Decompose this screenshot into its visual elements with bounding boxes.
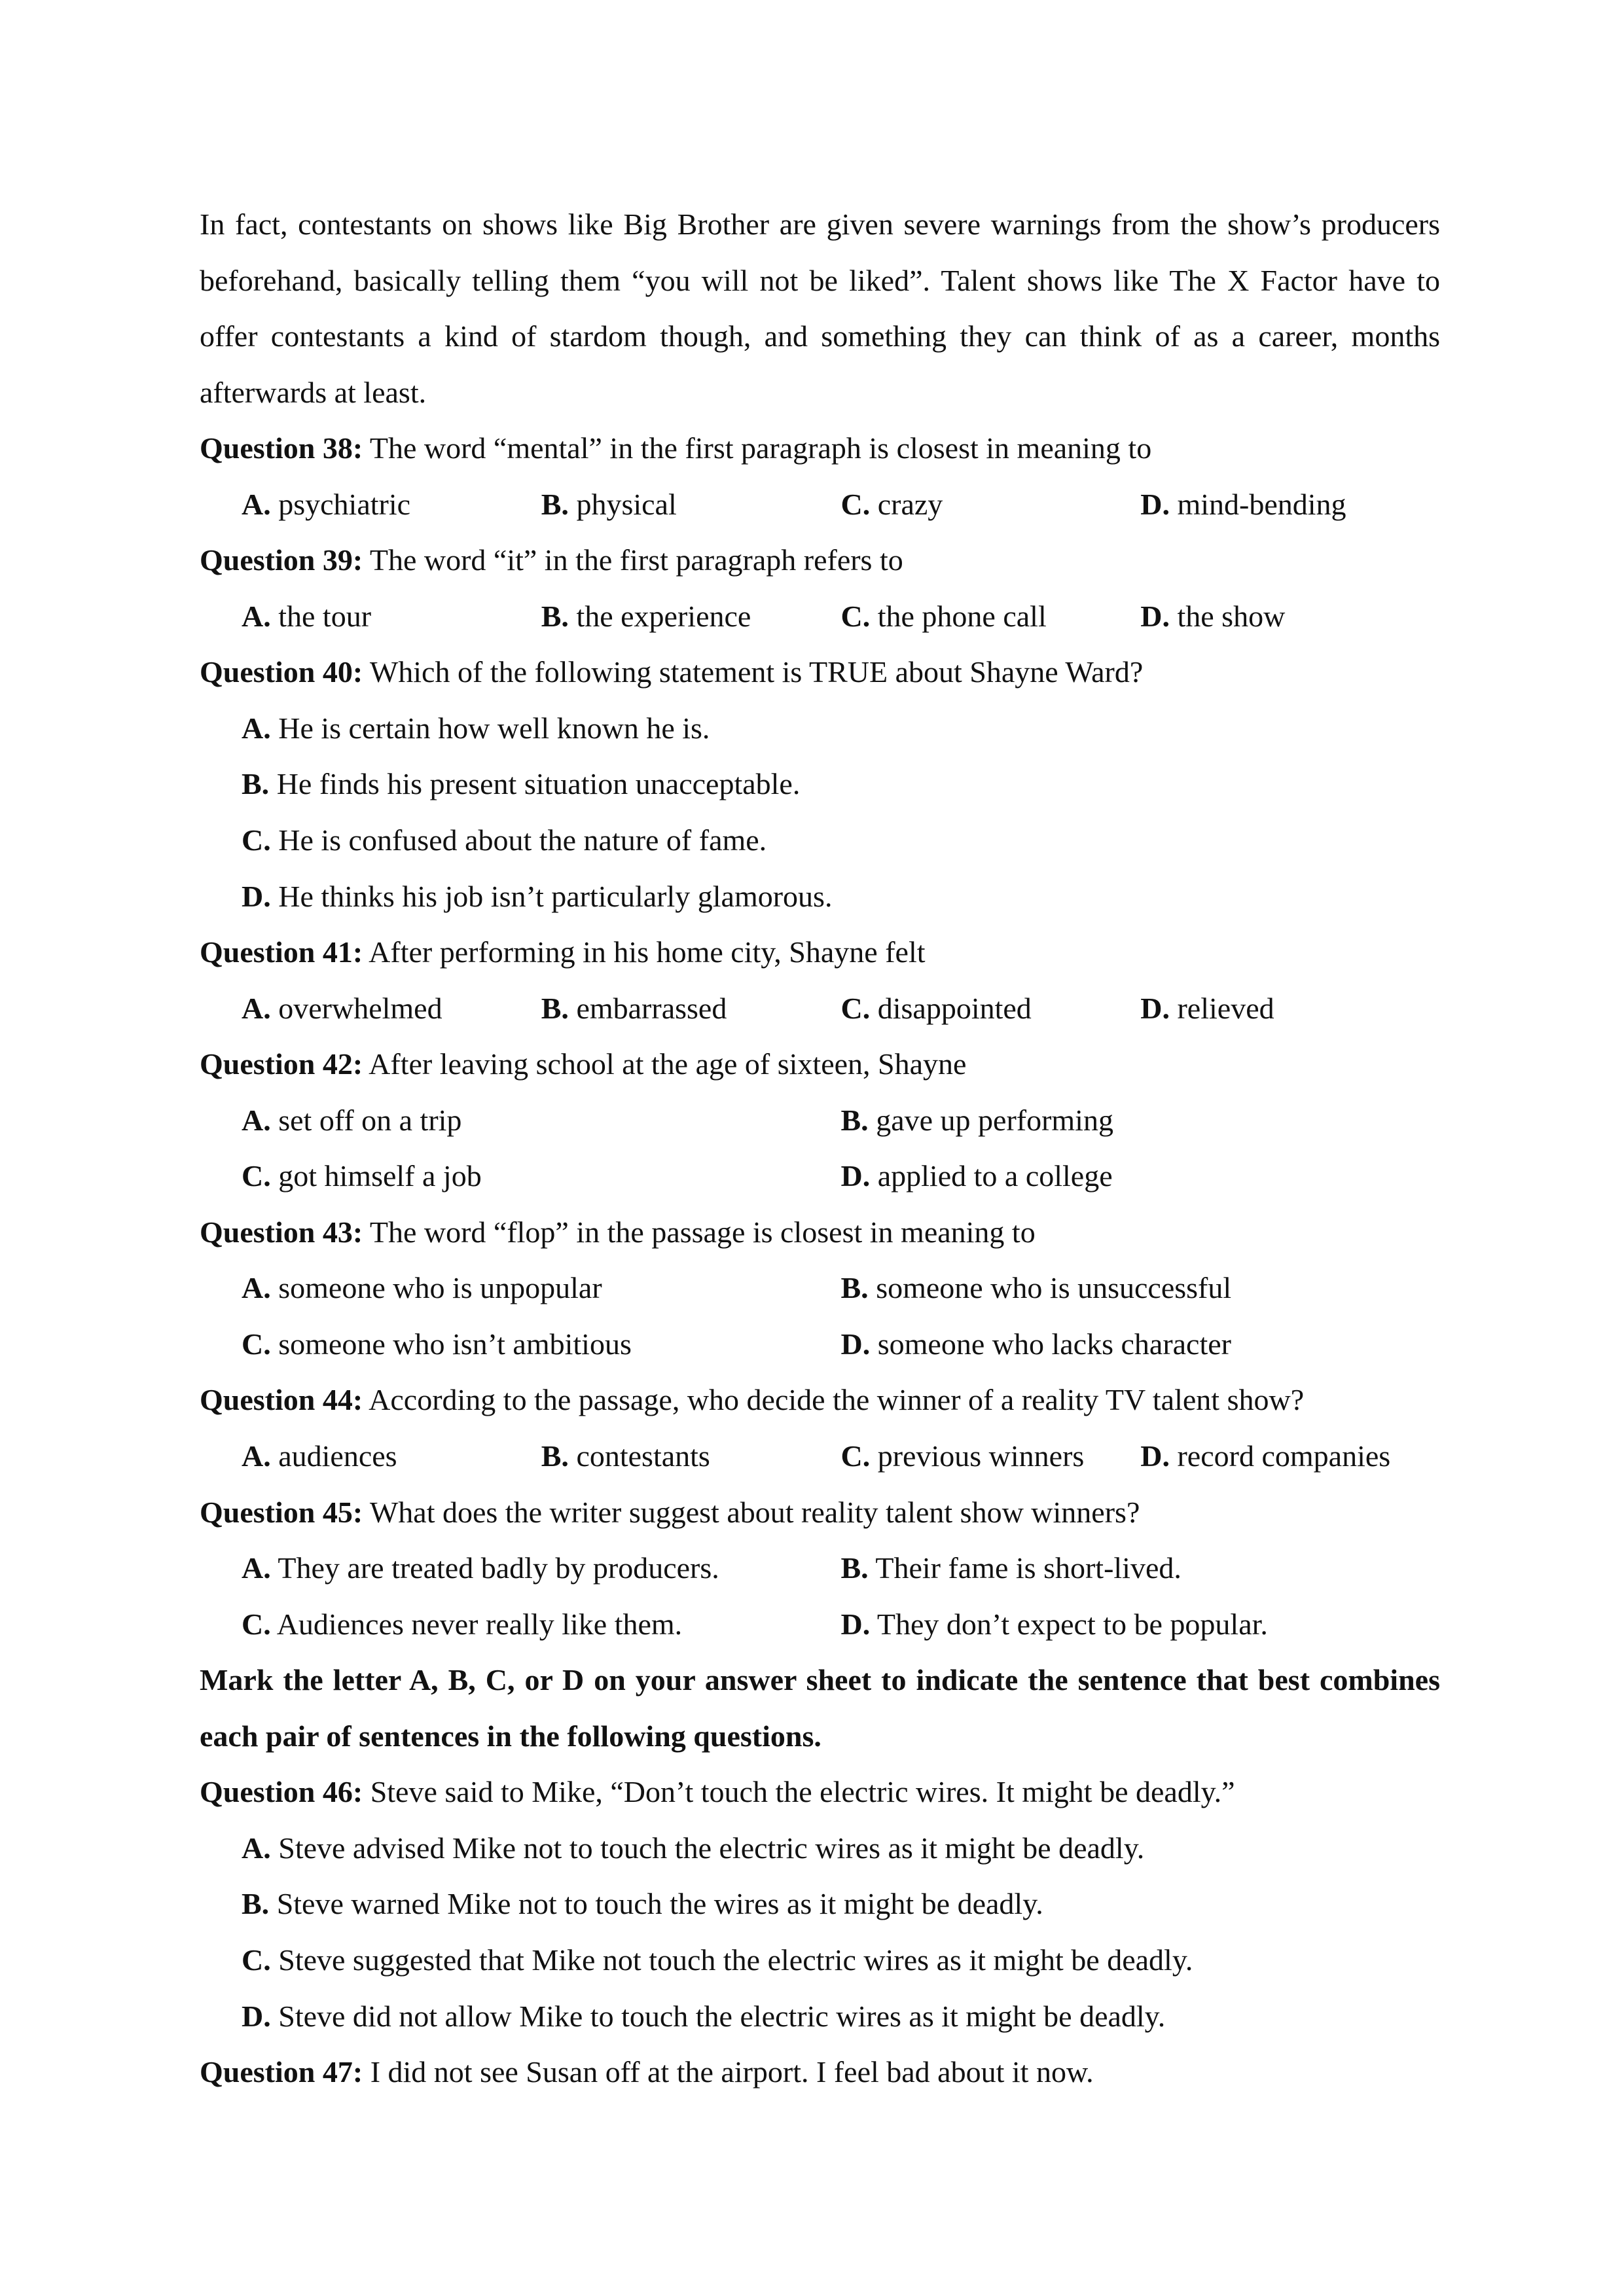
option [242,1820,1440,1876]
option-text: set off on a trip [270,1103,462,1137]
option [242,1876,1440,1932]
question-text: After leaving school at the age of sixteen, Shayne [363,1047,967,1081]
question-label: Question 39: [200,543,363,577]
option-text: gave up performing [868,1103,1113,1137]
question-label: Question 42: [200,1047,363,1081]
option-text: Steve suggested that Mike not touch the electric wires as it might be deadly. [270,1943,1193,1977]
option-letter: C. [242,1327,271,1361]
option-text: Their fame is short-lived. [868,1551,1182,1585]
option-letter: A. [242,1439,271,1473]
option-letter: A. [242,991,271,1025]
option-text: They don’t expect to be popular. [870,1607,1268,1641]
document-page [200,196,1440,2100]
option-text: Steve advised Mike not to touch the electric wires as it might be deadly. [270,1831,1145,1865]
option-text: someone who lacks character [870,1327,1231,1361]
option [242,812,1440,869]
option-text: disappointed [870,991,1032,1025]
option [242,1596,841,1653]
option-letter: A. [242,487,271,521]
option-letter: B. [840,1551,869,1585]
option-letter: C. [242,1943,271,1977]
options-group [200,1820,1440,2044]
option-text: audiences [270,1439,397,1473]
option-letter: D. [1140,599,1170,633]
option-text: He thinks his job isn’t particularly glamorous. [270,879,833,913]
question-text: The word “mental” in the first paragraph is closest in meaning to [363,431,1152,465]
intro-paragraph: In fact, contestants on shows like Big Brother are given severe warnings from the show’s producers beforehand, basically telling them “you will not be liked”. Talent shows like The X Factor have to offer contestants a kind of stardom though, and something they can think of as a career, months afterwards at least. [200,207,1440,409]
option-text: previous winners [870,1439,1085,1473]
option [841,588,1141,645]
question-text: Steve said to Mike, “Don’t touch the electric wires. It might be deadly.” [363,1775,1235,1809]
option-letter: B. [840,1103,869,1137]
question-block [200,1204,1440,1372]
option-text: psychiatric [270,487,411,521]
option-text: Steve warned Mike not to touch the wires as it might be deadly. [269,1887,1043,1921]
question-line [200,532,1440,588]
option [242,588,541,645]
option [541,588,841,645]
question-text: The word “flop” in the passage is closest in meaning to [363,1215,1036,1249]
option-text: someone who is unsuccessful [868,1271,1232,1305]
option-letter: D. [840,1159,871,1193]
option [1140,476,1440,533]
option-text: the show [1169,599,1286,633]
option-text: They are treated badly by producers. [270,1551,719,1585]
option-text: Audiences never really like them. [270,1607,683,1641]
option [242,1540,841,1596]
question-line [200,420,1440,476]
option [841,1540,1441,1596]
question-text: Which of the following statement is TRUE about Shayne Ward? [363,655,1144,689]
option-letter: A. [242,1271,271,1305]
option-text: the phone call [870,599,1047,633]
question-block [200,1372,1440,1484]
option [242,1932,1440,1988]
option-letter: D. [1140,487,1170,521]
option [841,1092,1441,1149]
option [541,1428,841,1484]
option [242,1260,841,1316]
option [1140,980,1440,1037]
option-letter: A. [242,1551,271,1585]
options-group [200,1540,1440,1652]
option-letter: D. [1140,991,1170,1025]
question-label: Question 47: [200,2055,363,2089]
question-text: I did not see Susan off at the airport. I feel bad about it now. [363,2055,1094,2089]
options-group [200,1428,1440,1484]
option [841,980,1141,1037]
option-letter: B. [242,767,270,801]
options-group [200,980,1440,1037]
option [242,1988,1440,2045]
question-text: According to the passage, who decide the winner of a reality TV talent show? [363,1383,1305,1417]
option [242,476,541,533]
option [242,1092,841,1149]
options-group [200,588,1440,645]
question-label: Question 45: [200,1495,363,1529]
question-line [200,1204,1440,1261]
option-text: overwhelmed [270,991,442,1025]
section-instruction: Mark the letter A, B, C, or D on your answer sheet to indicate the sentence that best combines each pair of sentences in the following questions. [200,1663,1440,1753]
option [541,476,841,533]
option-text: crazy [870,487,943,521]
option [841,1316,1441,1372]
question-block [200,1036,1440,1204]
option [242,1428,541,1484]
option-letter: B. [840,1271,869,1305]
option-letter: B. [541,487,569,521]
question-line [200,1372,1440,1428]
option-letter: C. [840,599,871,633]
option-letter: C. [242,1159,271,1193]
option-text: He is certain how well known he is. [270,711,710,745]
question-block [200,1764,1440,2044]
options-group [200,700,1440,924]
option [242,1316,841,1372]
option-text: someone who isn’t ambitious [270,1327,632,1361]
option-text: record companies [1169,1439,1391,1473]
question-list-1 [200,420,1440,1652]
question-block [200,2044,1440,2100]
option-text: He finds his present situation unacceptable. [269,767,801,801]
option-text: the experience [568,599,751,633]
question-block [200,420,1440,532]
question-list-2 [200,1764,1440,2100]
question-line [200,2044,1440,2100]
option-letter: D. [840,1607,871,1641]
option-text: contestants [568,1439,710,1473]
question-block [200,924,1440,1036]
option-letter: B. [541,991,569,1025]
options-group [200,476,1440,533]
question-line [200,1764,1440,1820]
question-block [200,644,1440,924]
option-letter: B. [242,1887,270,1921]
option [1140,1428,1440,1484]
options-group [200,1260,1440,1372]
question-line [200,1484,1440,1541]
option [242,1148,841,1204]
option-letter: A. [242,711,271,745]
question-block [200,1484,1440,1653]
option [242,980,541,1037]
option-letter: A. [242,1103,271,1137]
option-text: He is confused about the nature of fame. [270,823,767,857]
option-letter: B. [541,599,569,633]
question-label: Question 46: [200,1775,363,1809]
option-text: mind-bending [1169,487,1346,521]
option [1140,588,1440,645]
option [841,1260,1441,1316]
option-text: Steve did not allow Mike to touch the electric wires as it might be deadly. [270,1999,1166,2033]
option-letter: D. [242,1999,271,2033]
question-line [200,644,1440,700]
question-label: Question 38: [200,431,363,465]
option [541,980,841,1037]
question-text: After performing in his home city, Shayne felt [363,935,926,969]
option [841,1596,1441,1653]
option-letter: D. [1140,1439,1170,1473]
option [242,700,1440,757]
question-label: Question 41: [200,935,363,969]
question-label: Question 43: [200,1215,363,1249]
option-letter: C. [242,823,271,857]
option [242,869,1440,925]
option-text: relieved [1169,991,1274,1025]
option-letter: C. [840,1439,871,1473]
question-text: The word “it” in the first paragraph refers to [363,543,903,577]
option [841,1428,1141,1484]
option-text: applied to a college [870,1159,1113,1193]
option [242,756,1440,812]
option-text: physical [568,487,677,521]
option-letter: A. [242,1831,271,1865]
option-letter: C. [840,487,871,521]
options-group [200,1092,1440,1204]
option [841,476,1141,533]
option-letter: C. [840,991,871,1025]
question-text: What does the writer suggest about reality talent show winners? [363,1495,1140,1529]
question-block [200,532,1440,644]
option-text: got himself a job [270,1159,482,1193]
option-text: the tour [270,599,372,633]
option-letter: D. [242,879,271,913]
option-text: embarrassed [568,991,727,1025]
question-line [200,1036,1440,1092]
option-letter: B. [541,1439,569,1473]
question-line [200,924,1440,980]
option-letter: D. [840,1327,871,1361]
question-label: Question 40: [200,655,363,689]
option-letter: C. [242,1607,271,1641]
option [841,1148,1441,1204]
question-label: Question 44: [200,1383,363,1417]
option-text: someone who is unpopular [270,1271,602,1305]
option-letter: A. [242,599,271,633]
